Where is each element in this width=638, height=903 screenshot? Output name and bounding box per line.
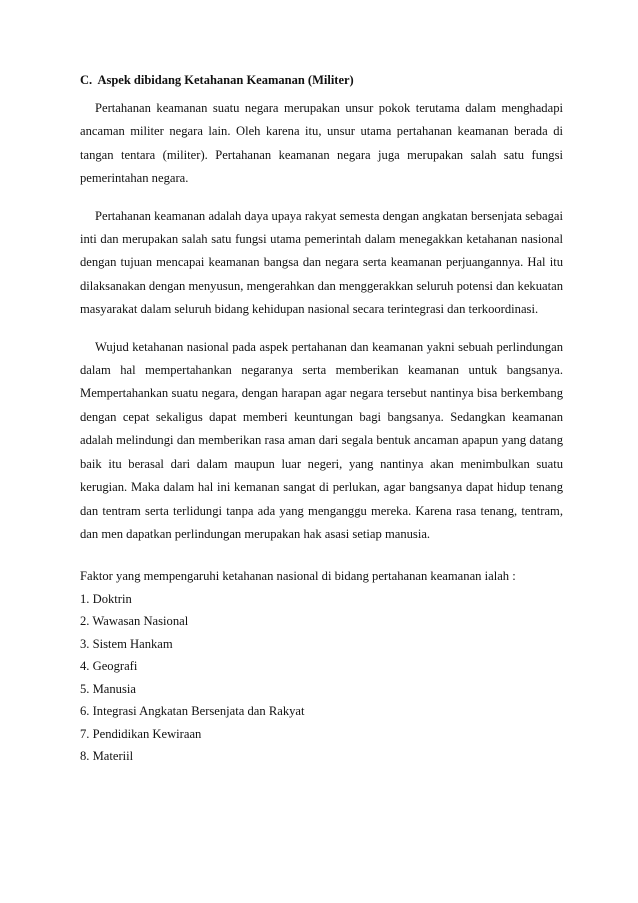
document-page [80,70,563,768]
list-item: 3. Sistem Hankam [80,636,173,651]
list-item: 6. Integrasi Angkatan Bersenjata dan Rakyat [80,704,305,719]
paragraph-gap [80,322,563,336]
paragraph-3: Wujud ketahanan nasional pada aspek pertahanan dan keamanan yakni sebuah perlindungan dalam hal mempertahankan negaranya serta memberikan keamanan untuk bangsanya. Mempertahankan suatu negara, dengan harapan agar negara tersebut nantinya bisa berkembang dengan cepat sekaligus dapat memberi keuntungan bagi bangsanya. Sedangkan keamanan adalah melindungi dan memberikan rasa aman dari segala bentuk ancaman apapun yang datang baik itu berasal dari dalam maupun luar negeri, yang nantinya akan menimbulkan suatu kerugian. Maka dalam hal ini kemanan sangat di perlukan, agar bangsanya dapat hidup tenang dan tentram serta terlidungi tanpa ada yang menganggu mereka. Karena rasa tenang, tentram, dan men dapatkan perlindungan merupakan hak asasi setiap manusia. [80,339,563,541]
paragraph-gap [80,546,563,565]
list-item: 8. Materiil [80,749,134,764]
list-item: 2. Wawasan Nasional [80,614,189,629]
factors-intro: Faktor yang mempengaruhi ketahanan nasional di bidang pertahanan keamanan ialah : [80,569,516,584]
paragraph-gap [80,191,563,205]
section-heading [80,70,563,90]
section-title: Aspek dibidang Ketahanan Keamanan (Militer) [97,73,354,87]
factors-list [80,588,563,768]
list-item: 7. Pendidikan Kewiraan [80,726,202,741]
list-item: 5. Manusia [80,681,136,696]
paragraph-1: Pertahanan keamanan suatu negara merupakan unsur pokok terutama dalam menghadapi ancaman militer negara lain. Oleh karena itu, unsur utama pertahanan keamanan berada di tangan tentara (militer). Pertahanan keamanan negara juga merupakan salah satu fungsi pemerintahan negara. [80,101,563,186]
list-item: 1. Doktrin [80,591,132,606]
list-item: 4. Geografi [80,659,138,674]
section-letter: C. [80,73,93,87]
paragraph-2: Pertahanan keamanan adalah daya upaya rakyat semesta dengan angkatan bersenjata sebagai inti dan merupakan salah satu fungsi utama pemerintah dalam menegakkan ketahanan nasional dengan tujuan mencapai keamanan bangsa dan negara serta keamanan perjuangannya. Hal itu dilaksanakan dengan menyusun, mengerahkan dan menggerakkan seluruh potensi dan kekuatan masyarakat dalam seluruh bidang kehidupan nasional secara terintegrasi dan terkoordinasi. [80,208,563,317]
